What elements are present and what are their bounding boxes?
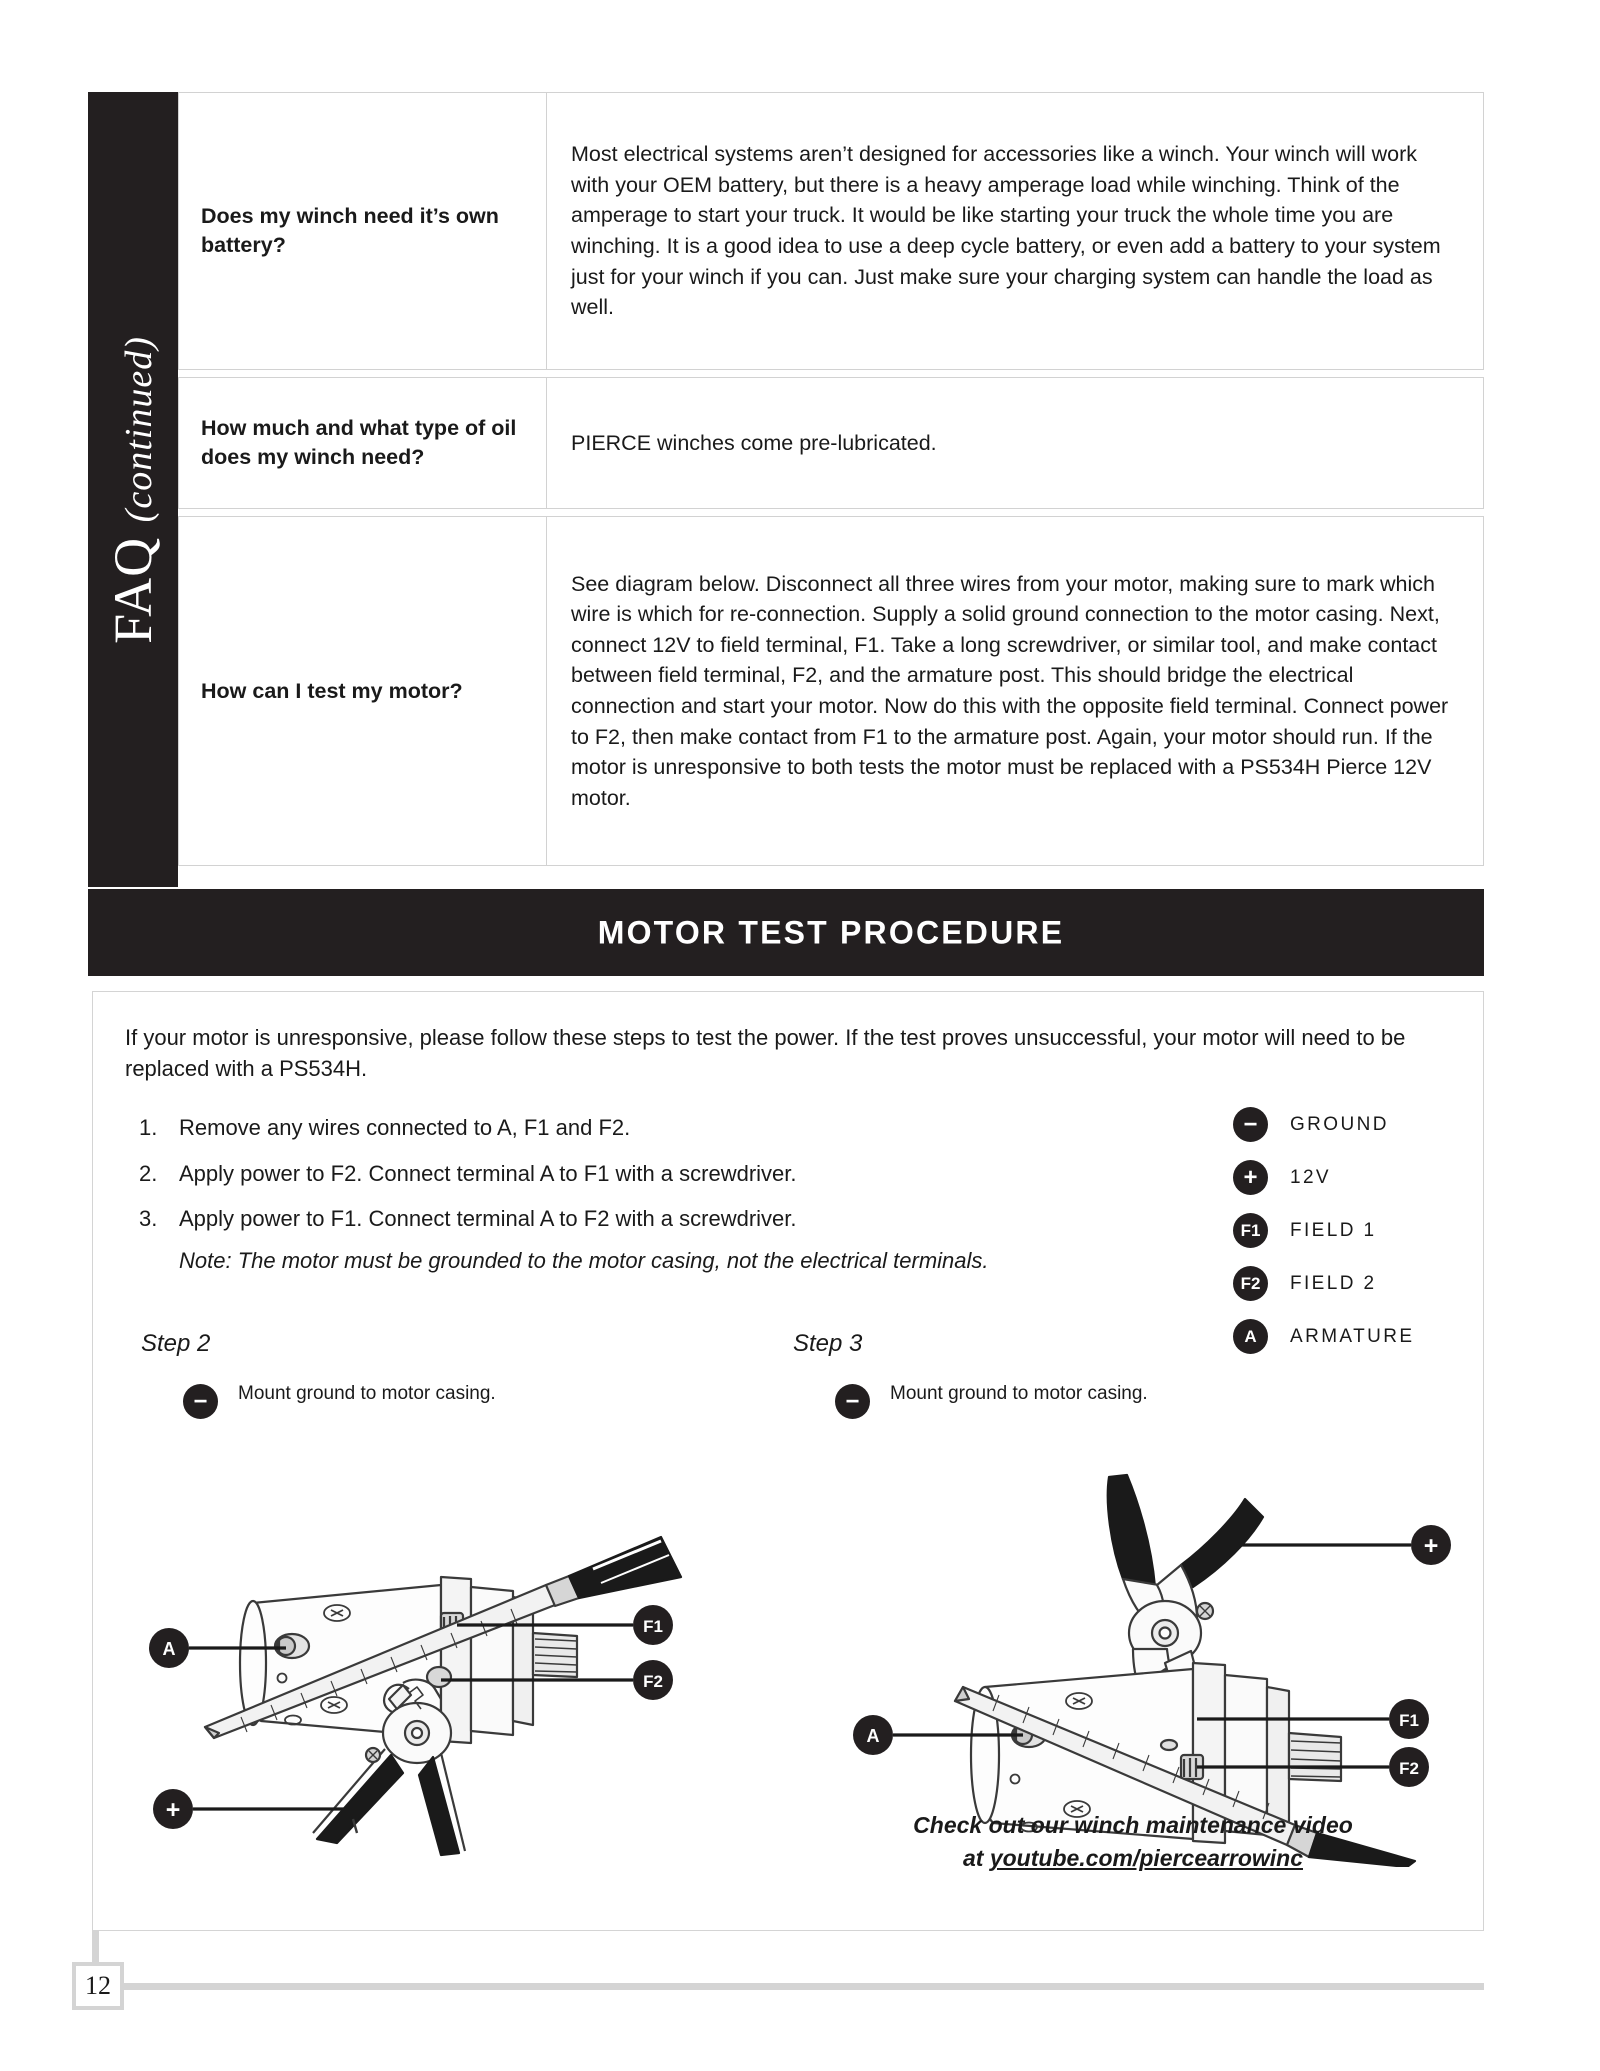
svg-text:A: A — [162, 1639, 176, 1659]
step3-diagram — [793, 1437, 1473, 1872]
step-text: Apply power to F1. Connect terminal A to F2 with a screwdriver. — [179, 1206, 797, 1232]
minus-badge-icon: − — [183, 1384, 218, 1419]
step-number: 1. — [139, 1115, 158, 1140]
faq-sidebar-label — [102, 336, 164, 644]
step3-ground-note — [835, 1382, 1473, 1419]
a-badge-icon: A — [1233, 1319, 1268, 1354]
procedure-steps — [139, 1114, 1199, 1251]
legend-label: ARMATURE — [1290, 1325, 1415, 1347]
f1-badge-icon: F1 — [1233, 1213, 1268, 1248]
faq-question: Does my winch need it’s own battery? — [179, 93, 547, 369]
procedure-note: Note: The motor must be grounded to the motor casing, not the electrical terminals. — [179, 1248, 989, 1273]
motor-diagram-step3-svg — [793, 1437, 1473, 1867]
list-item — [139, 1205, 1199, 1234]
footer-rule-horizontal — [122, 1983, 1484, 1990]
f2-badge-icon: F2 — [1233, 1266, 1268, 1301]
legend-item-field2 — [1233, 1257, 1473, 1310]
faq-answer: PIERCE winches come pre-lubricated. — [571, 430, 937, 455]
legend-item-field1 — [1233, 1204, 1473, 1257]
faq-question: How much and what type of oil does my winch need? — [179, 378, 547, 508]
step-text: Remove any wires connected to A, F1 and F2. — [179, 1115, 631, 1140]
list-item — [139, 1160, 1199, 1189]
step2-diagram — [141, 1437, 761, 1862]
svg-text:F2: F2 — [1399, 1759, 1419, 1778]
procedure-panel — [92, 991, 1484, 1931]
step2-ground-text: Mount ground to motor casing. — [238, 1383, 496, 1404]
step3-ground-text: Mount ground to motor casing. — [890, 1383, 1148, 1404]
faq-question: How can I test my motor? — [179, 517, 547, 865]
video-caption-line1: Check out our winch maintenance video — [913, 1812, 1353, 1838]
legend-label: FIELD 2 — [1290, 1272, 1377, 1294]
table-row — [178, 92, 1484, 370]
svg-text:F2: F2 — [643, 1672, 663, 1691]
svg-text:+: + — [165, 1796, 181, 1824]
table-row — [178, 516, 1484, 866]
legend-item-12v — [1233, 1151, 1473, 1204]
svg-text:F1: F1 — [1399, 1711, 1419, 1730]
motor-diagram-step2-svg — [141, 1437, 761, 1857]
step-text: Apply power to F2. Connect terminal A to F1 with a screwdriver. — [179, 1160, 797, 1186]
step2-title: Step 2 — [141, 1330, 211, 1357]
faq-sidebar — [88, 92, 178, 887]
faq-answer: Most electrical systems aren’t designed for accessories like a winch. Your winch will work with your OEM battery, but there is a heavy amperage load while winching. Think of the amperage to start your truck. It would be like starting your truck the whole time you are winching. It is a good idea to use a deep cycle battery, or even add a battery to your system just for your winch if you can. Just make sure your charging system can handle the load as well. — [571, 142, 1441, 320]
legend-label: 12V — [1290, 1166, 1332, 1188]
video-caption-line2 — [793, 1842, 1473, 1875]
video-caption-prefix: at — [963, 1845, 990, 1872]
minus-badge-icon: − — [835, 1384, 870, 1419]
step2-block — [141, 1330, 761, 1862]
legend-item-ground — [1233, 1098, 1473, 1151]
video-url-link[interactable]: youtube.com/piercearrowinc — [989, 1845, 1303, 1872]
table-row — [178, 377, 1484, 509]
faq-table — [178, 92, 1484, 873]
step-number: 2. — [139, 1160, 158, 1186]
svg-text:F1: F1 — [643, 1617, 663, 1636]
section-banner — [88, 889, 1484, 976]
procedure-intro: If your motor is unresponsive, please follow these steps to test the power. If the test proves unsuccessful, your motor will need to be replaced with a PS534H. — [125, 1025, 1406, 1082]
step3-block — [793, 1330, 1473, 1872]
faq-answer: See diagram below. Disconnect all three wires from your motor, making sure to mark which wire is which for re-connection. Supply a solid ground connection to the motor casing. Next, connect 12V to field terminal, F1. Take a long screwdriver, or similar tool, and make contact between field terminal, F2, and the armature post. This should bridge the electrical connection and start your motor. Now do this with the opposite field terminal. Connect power to F2, then make contact from F1 to the armature post. Again, your motor should run. If the motor is unresponsive to both tests the motor must be replaced with a PS534H Pierce 12V motor. — [571, 571, 1449, 810]
step2-ground-note — [183, 1382, 761, 1419]
terminal-legend — [1233, 1098, 1473, 1363]
page-number: 12 — [72, 1962, 124, 2010]
svg-text:A: A — [866, 1726, 880, 1746]
svg-text:+: + — [1423, 1532, 1439, 1560]
step3-title: Step 3 — [793, 1330, 863, 1357]
step-number: 3. — [139, 1206, 158, 1232]
video-caption — [793, 1809, 1473, 1876]
legend-label: FIELD 1 — [1290, 1219, 1377, 1241]
list-item — [139, 1114, 1199, 1143]
legend-label: GROUND — [1290, 1113, 1389, 1135]
faq-sidebar-subtitle: (continued) — [118, 335, 160, 522]
plus-badge-icon: + — [1233, 1160, 1268, 1195]
faq-sidebar-title: FAQ — [103, 536, 163, 644]
minus-badge-icon: − — [1233, 1107, 1268, 1142]
section-title: MOTOR TEST PROCEDURE — [597, 914, 1065, 950]
